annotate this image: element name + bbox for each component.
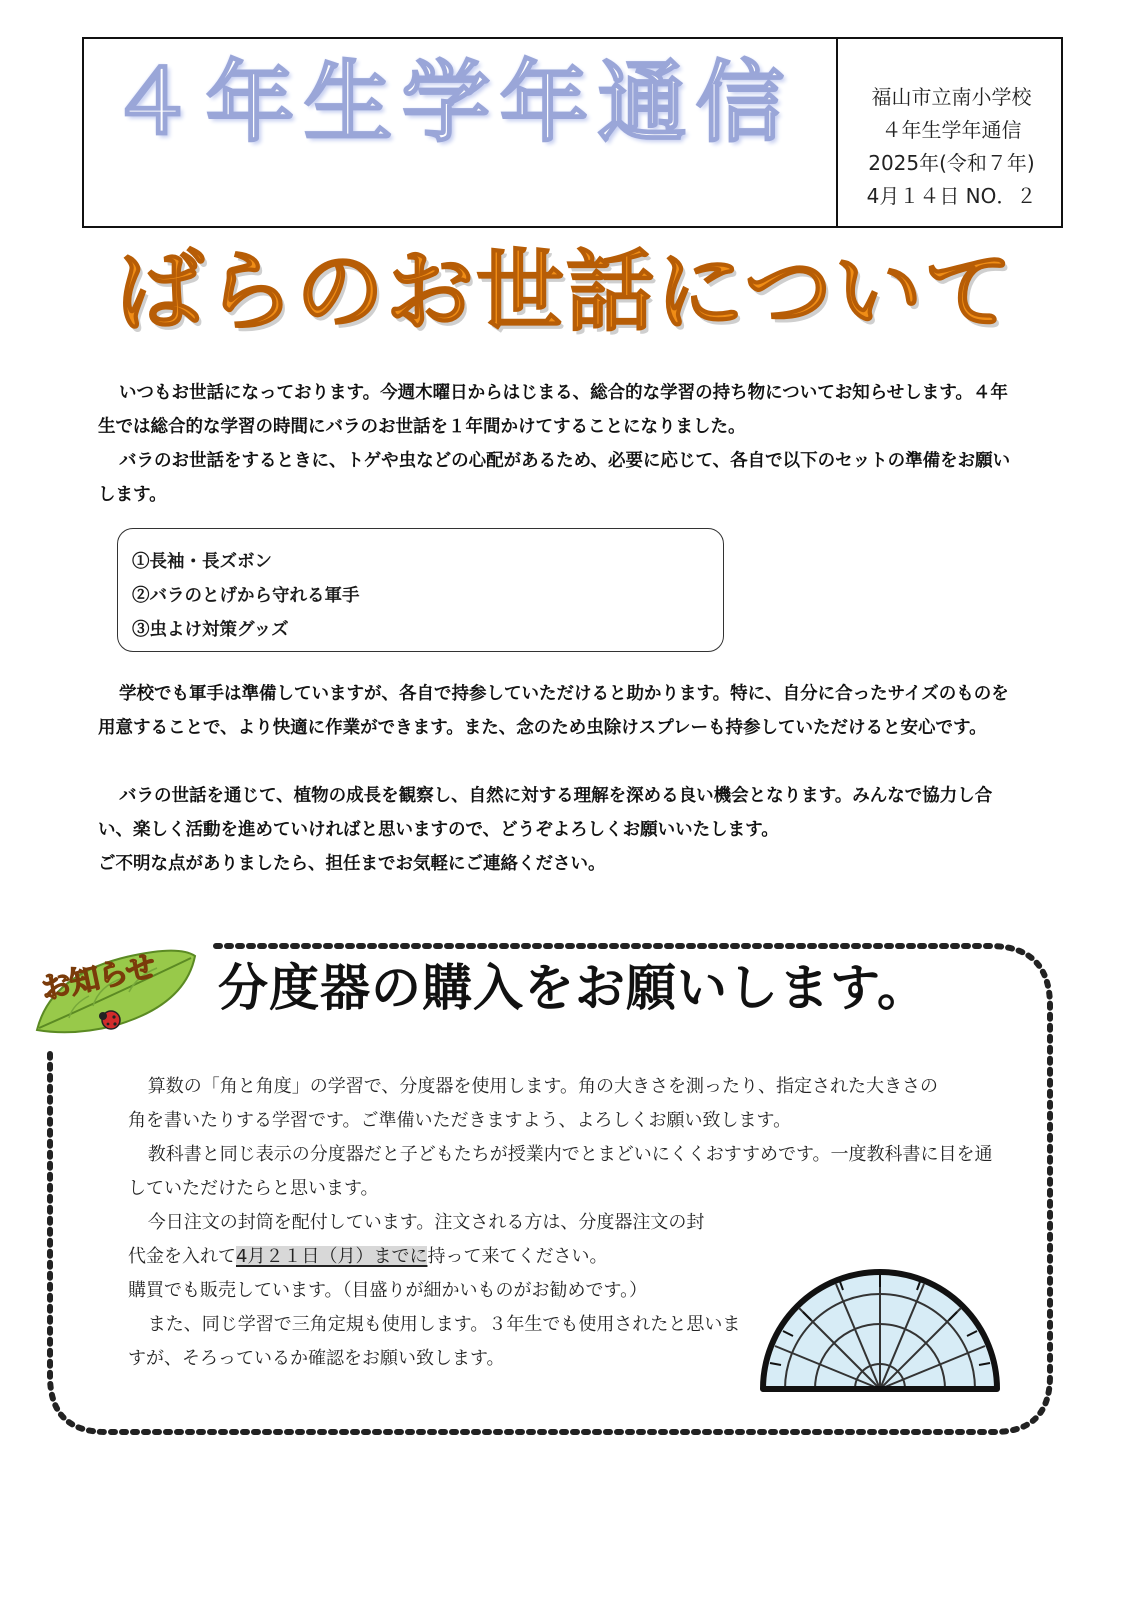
notice-title: 分度器の購入をお願いします。 bbox=[218, 959, 928, 1017]
notice-order-paragraph bbox=[128, 1206, 768, 1240]
rose-headline: ばらのお世話について bbox=[116, 240, 1015, 343]
rose-intro-paragraph: いつもお世話になっております。今週木曜日からはじまる、総合的な学習の持ち物についてお知らせします。４年生では総合的な学習の時間にバラのお世話を１年間かけてすることになりました。 bbox=[98, 383, 1008, 437]
notice-triangle-paragraph: また、同じ学習で三角定規も使用します。３年生でも使用されたと思いますが、そろっているか確認をお願い致します。 bbox=[128, 1314, 741, 1369]
notice-textbook-paragraph: 教科書と同じ表示の分度器だと子どもたちが授業内でとまどいにくくおすすめです。一度教科書に目を通していただけたらと思います。 bbox=[128, 1144, 993, 1199]
order-line-1: 今日注文の封筒を配付しています。注文される方は、分度器注文の封 bbox=[147, 1212, 705, 1233]
notice-protractor-paragraph: 算数の「角と角度」の学習で、分度器を使用します。角の大きさを測ったり、指定された大きさの角を書いたりする学習です。ご準備いただきますよう、よろしくお願い致します。 bbox=[128, 1076, 938, 1131]
deadline-prefix: 代金を入れて bbox=[128, 1246, 236, 1267]
supply-item-clothing: ①長袖・長ズボン bbox=[132, 552, 272, 572]
deadline-date: 4月２１日（月）までに bbox=[236, 1246, 428, 1267]
deadline-suffix: 持って来てください。 bbox=[427, 1246, 608, 1267]
notice-store-paragraph: 購買でも販売しています。（目盛りが細かいものがお勧めです。） bbox=[128, 1280, 648, 1301]
supply-item-insect-repellent: ③虫よけ対策グッズ bbox=[132, 620, 289, 640]
rose-contact-paragraph: ご不明な点がありましたら、担任までお気軽にご連絡ください。 bbox=[98, 854, 606, 874]
masthead-title: ４年生学年通信 bbox=[108, 51, 795, 154]
rose-purpose-paragraph: バラの世話を通じて、植物の成長を観察し、自然に対する理解を深める良い機会となります。みんなで協力し合い、楽しく活動を進めていければと思いますので、どうぞよろしくお願いいたします。 bbox=[98, 786, 993, 840]
school-name: 福山市立南小学校 bbox=[871, 85, 1032, 109]
notice-badge-label: お知らせ bbox=[38, 949, 158, 1008]
supply-item-gloves: ②バラのとげから守れる軍手 bbox=[132, 586, 360, 606]
newsletter-name: ４年生学年通信 bbox=[881, 118, 1022, 142]
issue-date-number: 4月１４日 NO．２ bbox=[866, 184, 1037, 208]
issue-year: 2025年(令和７年) bbox=[868, 151, 1035, 175]
rose-gloves-paragraph: 学校でも軍手は準備していますが、各自で持参していただけると助かります。特に、自分に合ったサイズのものを用意することで、より快適に作業ができます。また、念のため虫除けスプレーも持参していただけると安心です。 bbox=[98, 684, 1009, 738]
notice-deadline-line bbox=[128, 1240, 768, 1274]
protractor-icon bbox=[755, 1213, 1005, 1395]
rose-request-paragraph: バラのお世話をするときに、トゲや虫などの心配があるため、必要に応じて、各自で以下のセットの準備をお願いします。 bbox=[98, 451, 1011, 505]
